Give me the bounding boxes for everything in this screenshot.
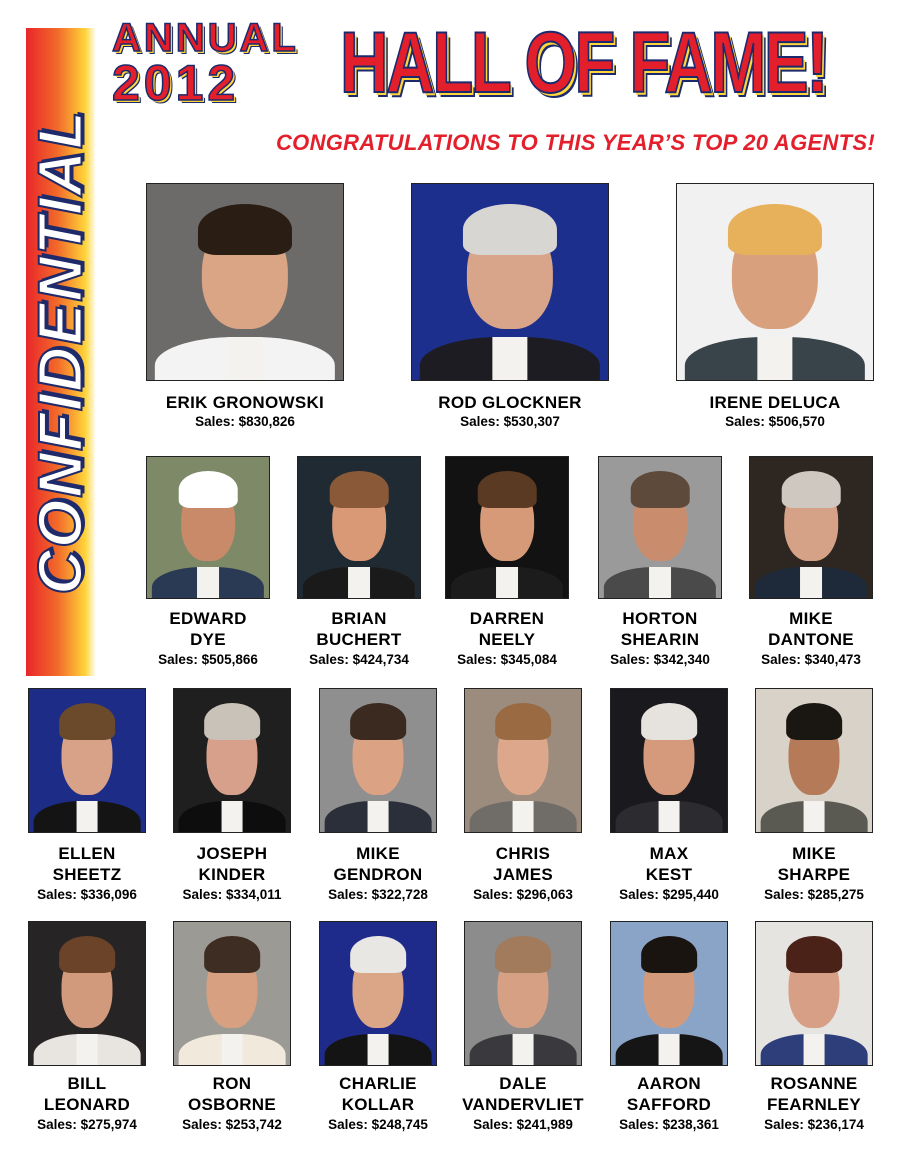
agent-photo-hair	[728, 204, 822, 255]
agent-name: ELLEN	[58, 844, 116, 863]
agent-sales: Sales: $506,570	[725, 414, 825, 429]
agent-sales: Sales: $238,361	[619, 1117, 719, 1132]
agent-card	[739, 921, 889, 1133]
agent-surname: KOLLAR	[341, 1095, 415, 1114]
agent-surname: FEARNLEY	[766, 1095, 861, 1114]
agent-photo-collar	[757, 337, 792, 380]
agent-photo-hair	[179, 471, 238, 508]
agent-name: JOSEPH	[196, 844, 268, 863]
agent-card	[583, 456, 737, 668]
page-title	[112, 14, 882, 114]
agent-sales: Sales: $334,011	[182, 887, 282, 902]
agent-photo-hair	[631, 471, 690, 508]
agent-photo-hair	[478, 471, 537, 508]
title-hall-of-fame: HALL OF FAME!	[340, 15, 827, 111]
agent-surname: DANTONE	[768, 630, 854, 649]
agent-card	[12, 688, 162, 903]
agent-photo-collar	[496, 567, 518, 598]
agent-card	[157, 688, 307, 903]
agent-photo-collar	[77, 1034, 98, 1065]
agent-photo	[146, 183, 344, 381]
agent-photo	[676, 183, 874, 381]
agent-photo-hair	[786, 936, 842, 973]
agent-surname: LEONARD	[43, 1095, 131, 1114]
agent-photo-collar	[492, 337, 527, 380]
agent-name: BRIAN	[331, 609, 387, 628]
agent-photo-collar	[804, 1034, 825, 1065]
agent-sales: Sales: $322,728	[328, 887, 428, 902]
agent-photo-collar	[77, 801, 98, 832]
agent-sales: Sales: $295,440	[619, 887, 719, 902]
agent-name: CHARLIE	[339, 1074, 417, 1093]
agent-photo	[28, 688, 146, 833]
agent-photo	[173, 921, 291, 1066]
agent-surname: KEST	[645, 865, 693, 884]
agent-sales: Sales: $830,826	[195, 414, 295, 429]
confidential-banner	[26, 28, 96, 676]
agent-surname: KINDER	[198, 865, 266, 884]
agent-card	[430, 456, 584, 668]
agent-name: ERIK GRONOWSKI	[165, 393, 325, 412]
agent-surname: BUCHERT	[316, 630, 402, 649]
agent-sales: Sales: $336,096	[37, 887, 137, 902]
agent-card	[131, 183, 359, 452]
agent-photo	[598, 456, 722, 599]
agent-name: MIKE	[789, 609, 833, 628]
agent-photo	[173, 688, 291, 833]
agent-name: ROD GLOCKNER	[438, 393, 582, 412]
agent-sales: Sales: $241,989	[473, 1117, 573, 1132]
agent-card	[448, 921, 598, 1133]
agent-photo-hair	[59, 703, 115, 740]
agent-photo-collar	[659, 801, 680, 832]
agent-photo-hair	[330, 471, 389, 508]
agent-photo-collar	[513, 1034, 534, 1065]
agent-sales: Sales: $285,275	[764, 887, 864, 902]
agent-name: MAX	[649, 844, 689, 863]
agent-sales: Sales: $530,307	[460, 414, 560, 429]
agent-surname: SHEARIN	[620, 630, 700, 649]
agent-card	[396, 183, 624, 452]
agent-photo-collar	[227, 337, 262, 380]
agent-card	[131, 456, 285, 668]
agent-photo-collar	[649, 567, 671, 598]
agent-photo	[610, 688, 728, 833]
agent-photo-collar	[659, 1034, 680, 1065]
agent-name: BILL	[67, 1074, 107, 1093]
agent-photo-hair	[782, 471, 841, 508]
agent-surname: JAMES	[492, 865, 554, 884]
congratulations-subtitle: CONGRATULATIONS TO THIS YEAR’S TOP 20 AGENTS!	[275, 130, 875, 155]
agent-card	[157, 921, 307, 1133]
agent-surname: DYE	[190, 630, 226, 649]
confidential-text: CONFIDENTIAL	[26, 109, 96, 595]
agent-photo	[464, 921, 582, 1066]
agent-name: HORTON	[622, 609, 698, 628]
agent-photo	[749, 456, 873, 599]
agent-card	[448, 688, 598, 903]
agent-card	[282, 456, 436, 668]
agent-photo-collar	[222, 1034, 243, 1065]
agent-sales: Sales: $505,866	[158, 652, 258, 667]
agent-photo-hair	[495, 936, 551, 973]
agent-photo-hair	[641, 936, 697, 973]
agent-name: MIKE	[356, 844, 400, 863]
agent-sales: Sales: $345,084	[457, 652, 557, 667]
agent-photo	[755, 688, 873, 833]
agent-surname: SHEETZ	[52, 865, 122, 884]
agent-card	[661, 183, 889, 452]
agent-name: CHRIS	[495, 844, 551, 863]
agent-surname: OSBORNE	[187, 1095, 277, 1114]
agent-sales: Sales: $296,063	[473, 887, 573, 902]
agent-sales: Sales: $248,745	[328, 1117, 428, 1132]
agent-photo-collar	[348, 567, 370, 598]
agent-photo-collar	[368, 801, 389, 832]
agent-photo	[319, 688, 437, 833]
agent-sales: Sales: $424,734	[309, 652, 409, 667]
agent-photo-hair	[641, 703, 697, 740]
agent-photo-hair	[350, 936, 406, 973]
agent-surname: VANDERVLIET	[462, 1095, 584, 1114]
agent-sales: Sales: $275,974	[37, 1117, 137, 1132]
agent-photo-collar	[804, 801, 825, 832]
agent-photo-hair	[786, 703, 842, 740]
agent-sales: Sales: $342,340	[610, 652, 710, 667]
agent-name: DALE	[499, 1074, 547, 1093]
agent-photo	[146, 456, 270, 599]
agent-name: DARREN	[469, 609, 545, 628]
agent-sales: Sales: $236,174	[764, 1117, 864, 1132]
agent-card	[594, 688, 744, 903]
agent-surname: SHARPE	[777, 865, 851, 884]
title-year: 2012	[112, 55, 240, 111]
agent-photo	[28, 921, 146, 1066]
agent-photo	[297, 456, 421, 599]
agent-photo-hair	[59, 936, 115, 973]
agent-card	[303, 921, 453, 1133]
agent-photo-collar	[800, 567, 822, 598]
agent-sales: Sales: $340,473	[761, 652, 861, 667]
agent-photo-hair	[495, 703, 551, 740]
agent-name: IRENE DELUCA	[709, 393, 841, 412]
agent-surname: SAFFORD	[626, 1095, 712, 1114]
agent-photo-collar	[197, 567, 219, 598]
agent-card	[734, 456, 888, 668]
agent-surname: NEELY	[478, 630, 536, 649]
agent-photo	[319, 921, 437, 1066]
agent-card	[303, 688, 453, 903]
agent-photo	[445, 456, 569, 599]
title-annual: ANNUAL	[112, 16, 299, 60]
agent-photo-collar	[222, 801, 243, 832]
agent-name: EDWARD	[169, 609, 247, 628]
agent-card	[594, 921, 744, 1133]
agent-name: AARON	[637, 1074, 701, 1093]
agent-sales: Sales: $253,742	[182, 1117, 282, 1132]
agent-card	[12, 921, 162, 1133]
agent-photo	[464, 688, 582, 833]
agent-photo-hair	[463, 204, 557, 255]
agent-photo	[411, 183, 609, 381]
agent-photo-hair	[204, 936, 260, 973]
agent-card	[739, 688, 889, 903]
agent-photo-collar	[368, 1034, 389, 1065]
agent-name: ROSANNE	[770, 1074, 858, 1093]
agent-surname: GENDRON	[333, 865, 423, 884]
agent-photo-hair	[204, 703, 260, 740]
agent-name: MIKE	[792, 844, 836, 863]
agent-photo-hair	[198, 204, 292, 255]
agent-name: RON	[212, 1074, 252, 1093]
agent-photo	[610, 921, 728, 1066]
agent-photo-collar	[513, 801, 534, 832]
agent-photo-hair	[350, 703, 406, 740]
agent-photo	[755, 921, 873, 1066]
